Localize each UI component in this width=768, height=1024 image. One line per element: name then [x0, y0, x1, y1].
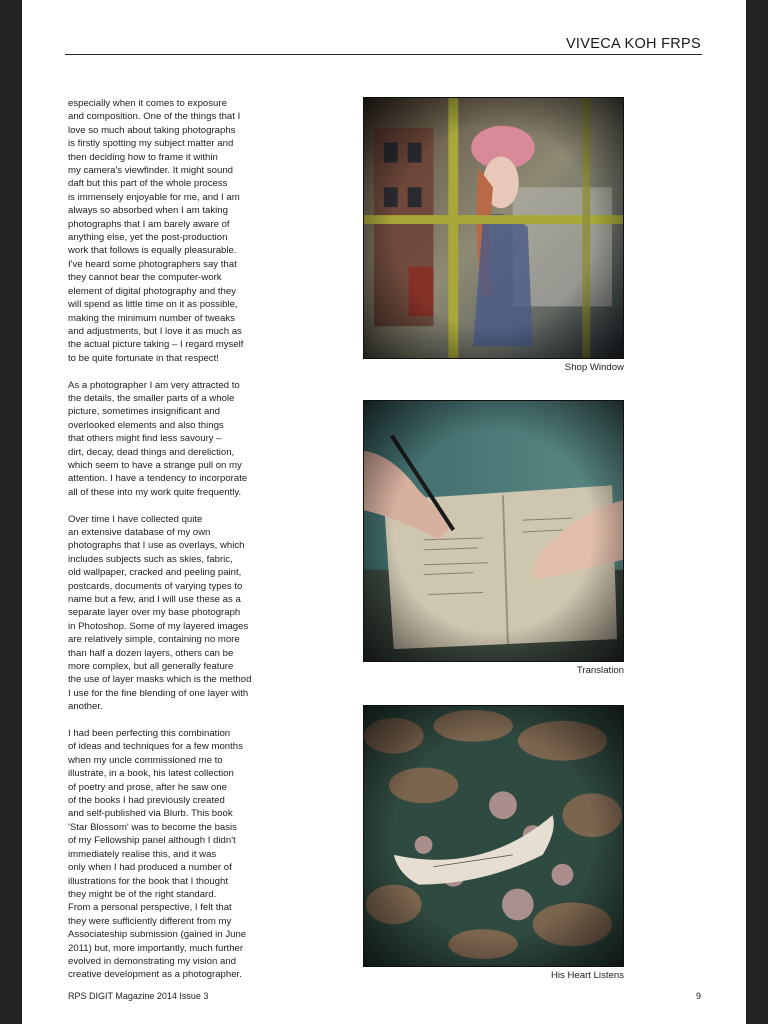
footer-page-number: 9: [695, 991, 701, 1001]
article-paragraph-4: I had been perfecting this combination of ideas and techniques for a few months when my uncle commissioned me to illustrate, in a book, his latest collection of poetry and prose, after he saw one of the books I had previously created and self-published via Blurb. This book 'Star Blossom' was to become the basis of my Fellowship panel although I didn't immediately realise this, and it was only when I had produced a number of illustrations for the book that I thought they might be of the right standard. From a personal perspective, I felt that they were sufficiently different from my Associateship submission (gained in June 2011) but, more importantly, much further evolved in demonstrating my vision and creative development as a photographer.: [68, 728, 247, 981]
photo-his-heart-listens: [363, 705, 624, 967]
photo-translation: [363, 400, 624, 662]
author-header: VIVECA KOH FRPS: [565, 36, 701, 52]
magazine-page: [22, 0, 746, 1024]
photo-caption-his-heart-listens: His Heart Listens: [550, 970, 624, 981]
article-paragraph-3: Over time I have collected quite an extensive database of my own photographs that I use as overlays, which includes subjects such as skies, fabric, old wallpaper, cracked and peeling paint, postcards, documents of varying types to name but a few, and I will use these as a separate layer over my base photograph in Photoshop. Some of my layered images are relatively simple, containing no more than half a dozen layers, others can be more complex, but all generally feature the use of layer masks which is the method I use for the fine blending of one layer with another.: [68, 513, 252, 713]
article-paragraph-1: especially when it comes to exposure and composition. One of the things that I love so much about taking photographs is firstly spotting my subject matter and then deciding how to frame it within my camera's viewfinder. It might sound daft but this part of the whole process is immensely enjoyable for me, and I am always so absorbed when I am taking photographs that I am barely aware of anything else, yet the post-production work that follows is equally pleasurable. I've heard some photographers say that they cannot bear the computer-work element of digital photography and they will spend as little time on it as possible, making the minimum number of tweaks and adjustments, but I love it as much as the actual picture taking – I regard myself to be quite fortunate in that respect!: [68, 98, 244, 364]
photo-shop-window: [363, 97, 624, 359]
photo-caption-shop-window: Shop Window: [564, 362, 624, 373]
header-divider: [65, 54, 702, 55]
article-paragraph-2: As a photographer I am very attracted to the details, the smaller parts of a whole picture, sometimes insignificant and overlooked elements and also things that others might find less savoury – dirt, decay, dead things and dereliction, which seem to have a strange pull on my attention. I have a tendency to incorporate all of these into my work quite frequently.: [68, 379, 248, 498]
footer-publication: RPS DIGIT Magazine 2014 Issue 3: [68, 991, 209, 1001]
article-body: [68, 97, 276, 995]
photo-caption-translation: Translation: [576, 665, 624, 676]
